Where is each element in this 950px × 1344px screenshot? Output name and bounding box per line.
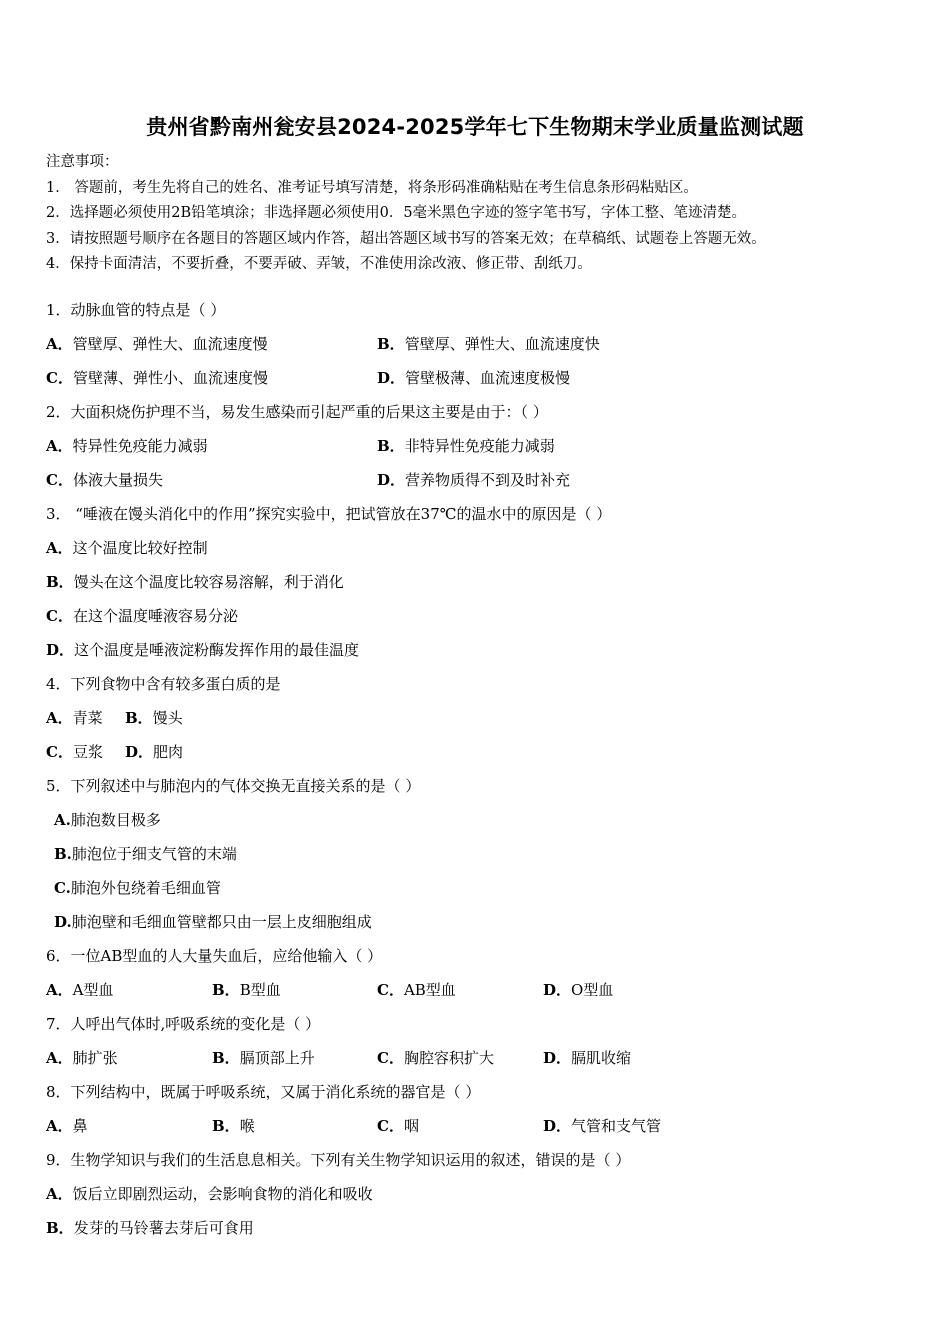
option-label: D． (543, 1049, 572, 1067)
question-1-option-b (377, 333, 600, 355)
question-7-option-c (377, 1047, 494, 1069)
question-4-option-d (125, 741, 183, 763)
option-label: B． (46, 1219, 74, 1237)
question-1-stem: 1．动脉血管的特点是（ ） (46, 301, 226, 319)
question-1-option-a (46, 333, 268, 355)
option-text: 馒头在这个温度比较容易溶解，利于消化 (73, 573, 344, 591)
option-label: C． (46, 369, 73, 387)
option-text: 肺泡外包绕着毛细血管 (70, 879, 221, 897)
question-5-option-a (54, 809, 161, 831)
note-item: 4．保持卡面清洁，不要折叠，不要弄破、弄皱，不准使用涂改液、修正带、刮纸刀。 (46, 256, 592, 272)
option-text: 膈顶部上升 (239, 1049, 315, 1067)
question-2-option-c (46, 469, 163, 491)
option-label: D． (543, 981, 572, 999)
question-8-option-a (46, 1115, 88, 1137)
question-2-option-b (377, 435, 555, 457)
option-text: 肺泡位于细支气管的末端 (71, 845, 237, 863)
option-label: C． (377, 1049, 404, 1067)
option-label: C． (46, 607, 73, 625)
option-label: A． (46, 335, 73, 353)
question-4-option-c (46, 741, 103, 763)
question-6-stem: 6．一位AB型血的人大量失血后，应给他输入（ ） (46, 947, 383, 965)
question-2-stem: 2．大面积烧伤护理不当，易发生感染而引起严重的后果这主要是由于：（ ） (46, 403, 548, 421)
option-label: C． (377, 1117, 404, 1135)
option-text: 青菜 (72, 709, 103, 727)
option-label: B． (377, 335, 405, 353)
option-label: D． (543, 1117, 572, 1135)
option-label: B． (125, 709, 153, 727)
question-3-option-b (46, 571, 344, 593)
option-label: C. (54, 879, 71, 897)
option-label: D． (377, 369, 406, 387)
note-item: 3．请按照题号顺序在各题目的答题区域内作答，超出答题区域书写的答案无效；在草稿纸、试题卷上答题无效。 (46, 230, 766, 247)
option-text: 气管和支气管 (571, 1117, 662, 1135)
option-text: 饭后立即剧烈运动，会影响食物的消化和吸收 (72, 1185, 373, 1203)
option-text: 膈肌收缩 (571, 1049, 632, 1067)
option-text: 非特异性免疫能力减弱 (404, 437, 555, 455)
option-text: B型血 (239, 981, 281, 999)
option-label: D． (377, 471, 406, 489)
option-label: C． (46, 743, 73, 761)
option-label: A． (46, 539, 73, 557)
option-text: 肺泡数目极多 (70, 811, 161, 829)
option-label: D． (125, 743, 154, 761)
option-label: A． (46, 709, 73, 727)
question-2-option-a (46, 435, 208, 457)
exam-title: 贵州省黔南州瓮安县2024-2025学年七下生物期末学业质量监测试题 (146, 115, 804, 139)
question-7-option-d (543, 1047, 631, 1069)
question-3-option-c (46, 605, 238, 627)
question-4-option-a (46, 707, 103, 729)
option-text: AB型血 (403, 981, 456, 999)
question-3-stem: 3． “唾液在馒头消化中的作用”探究实验中，把试管放在37℃的温水中的原因是（ ） (46, 505, 612, 523)
question-5-option-d (54, 911, 372, 933)
option-label: D. (54, 913, 72, 931)
option-label: B． (212, 1117, 240, 1135)
question-1-option-d (377, 367, 570, 389)
option-text: 馒头 (152, 709, 183, 727)
option-text: A型血 (72, 981, 114, 999)
option-label: B． (46, 573, 74, 591)
question-6-option-a (46, 979, 113, 1001)
option-text: 管壁极薄、血流速度极慢 (405, 369, 571, 387)
question-6-option-d (543, 979, 613, 1001)
option-text: 营养物质得不到及时补充 (405, 471, 571, 489)
option-text: 咽 (403, 1117, 419, 1135)
question-3-option-d (46, 639, 359, 661)
question-6-option-c (377, 979, 456, 1001)
question-5-option-b (54, 843, 237, 865)
question-8-option-d (543, 1115, 661, 1137)
note-item: 1． 答题前，考生先将自己的姓名、准考证号填写清楚，将条形码准确粘贴在考生信息条形码粘贴区。 (46, 179, 698, 196)
question-5-option-c (54, 877, 221, 899)
option-text: 特异性免疫能力减弱 (72, 437, 208, 455)
option-text: 发芽的马铃薯去芽后可食用 (73, 1219, 254, 1237)
question-4-stem: 4．下列食物中含有较多蛋白质的是 (46, 675, 281, 693)
question-9-option-b (46, 1217, 254, 1239)
option-text: 胸腔容积扩大 (403, 1049, 494, 1067)
option-text: 管壁厚、弹性大、血流速度慢 (72, 335, 268, 353)
option-label: A． (46, 1049, 73, 1067)
question-8-stem: 8．下列结构中，既属于呼吸系统，又属于消化系统的器官是（ ） (46, 1083, 481, 1101)
notes-section (46, 150, 766, 278)
option-label: D． (46, 641, 75, 659)
option-text: 管壁薄、弹性小、血流速度慢 (72, 369, 268, 387)
option-text: 鼻 (72, 1117, 88, 1135)
option-text: 肺泡壁和毛细血管壁都只由一层上皮细胞组成 (71, 913, 372, 931)
option-label: A． (46, 437, 73, 455)
question-7-option-b (212, 1047, 315, 1069)
option-text: 体液大量损失 (72, 471, 163, 489)
option-label: B． (212, 1049, 240, 1067)
question-8-option-c (377, 1115, 419, 1137)
note-item: 2．选择题必须使用2B铅笔填涂；非选择题必须使用0．5毫米黑色字迹的签字笔书写，字体工整、笔迹清楚。 (46, 205, 747, 221)
option-label: A. (54, 811, 71, 829)
option-text: 这个温度比较好控制 (72, 539, 208, 557)
option-text: O型血 (571, 981, 614, 999)
question-9-option-a (46, 1183, 373, 1205)
question-8-option-b (212, 1115, 255, 1137)
question-7-stem: 7．人呼出气体时,呼吸系统的变化是（ ） (46, 1015, 321, 1033)
option-label: A． (46, 1185, 73, 1203)
option-label: A． (46, 1117, 73, 1135)
option-label: C． (46, 471, 73, 489)
question-5-stem: 5．下列叙述中与肺泡内的气体交换无直接关系的是（ ） (46, 777, 421, 795)
question-4-option-b (125, 707, 183, 729)
option-text: 肥肉 (153, 743, 184, 761)
option-label: C． (377, 981, 404, 999)
option-label: B． (212, 981, 240, 999)
notes-heading: 注意事项： (46, 154, 119, 170)
question-6-option-b (212, 979, 281, 1001)
option-text: 豆浆 (72, 743, 103, 761)
option-label: A． (46, 981, 73, 999)
question-2-option-d (377, 469, 570, 491)
option-text: 管壁厚、弹性大、血流速度快 (404, 335, 600, 353)
question-3-option-a (46, 537, 208, 559)
question-7-option-a (46, 1047, 118, 1069)
question-1-option-c (46, 367, 268, 389)
option-text: 这个温度是唾液淀粉酶发挥作用的最佳温度 (74, 641, 360, 659)
option-text: 肺扩张 (72, 1049, 118, 1067)
option-label: B. (54, 845, 72, 863)
option-text: 在这个温度唾液容易分泌 (72, 607, 238, 625)
option-text: 喉 (239, 1117, 255, 1135)
question-9-stem: 9．生物学知识与我们的生活息息相关。下列有关生物学知识运用的叙述，错误的是（ ） (46, 1151, 631, 1169)
option-label: B． (377, 437, 405, 455)
